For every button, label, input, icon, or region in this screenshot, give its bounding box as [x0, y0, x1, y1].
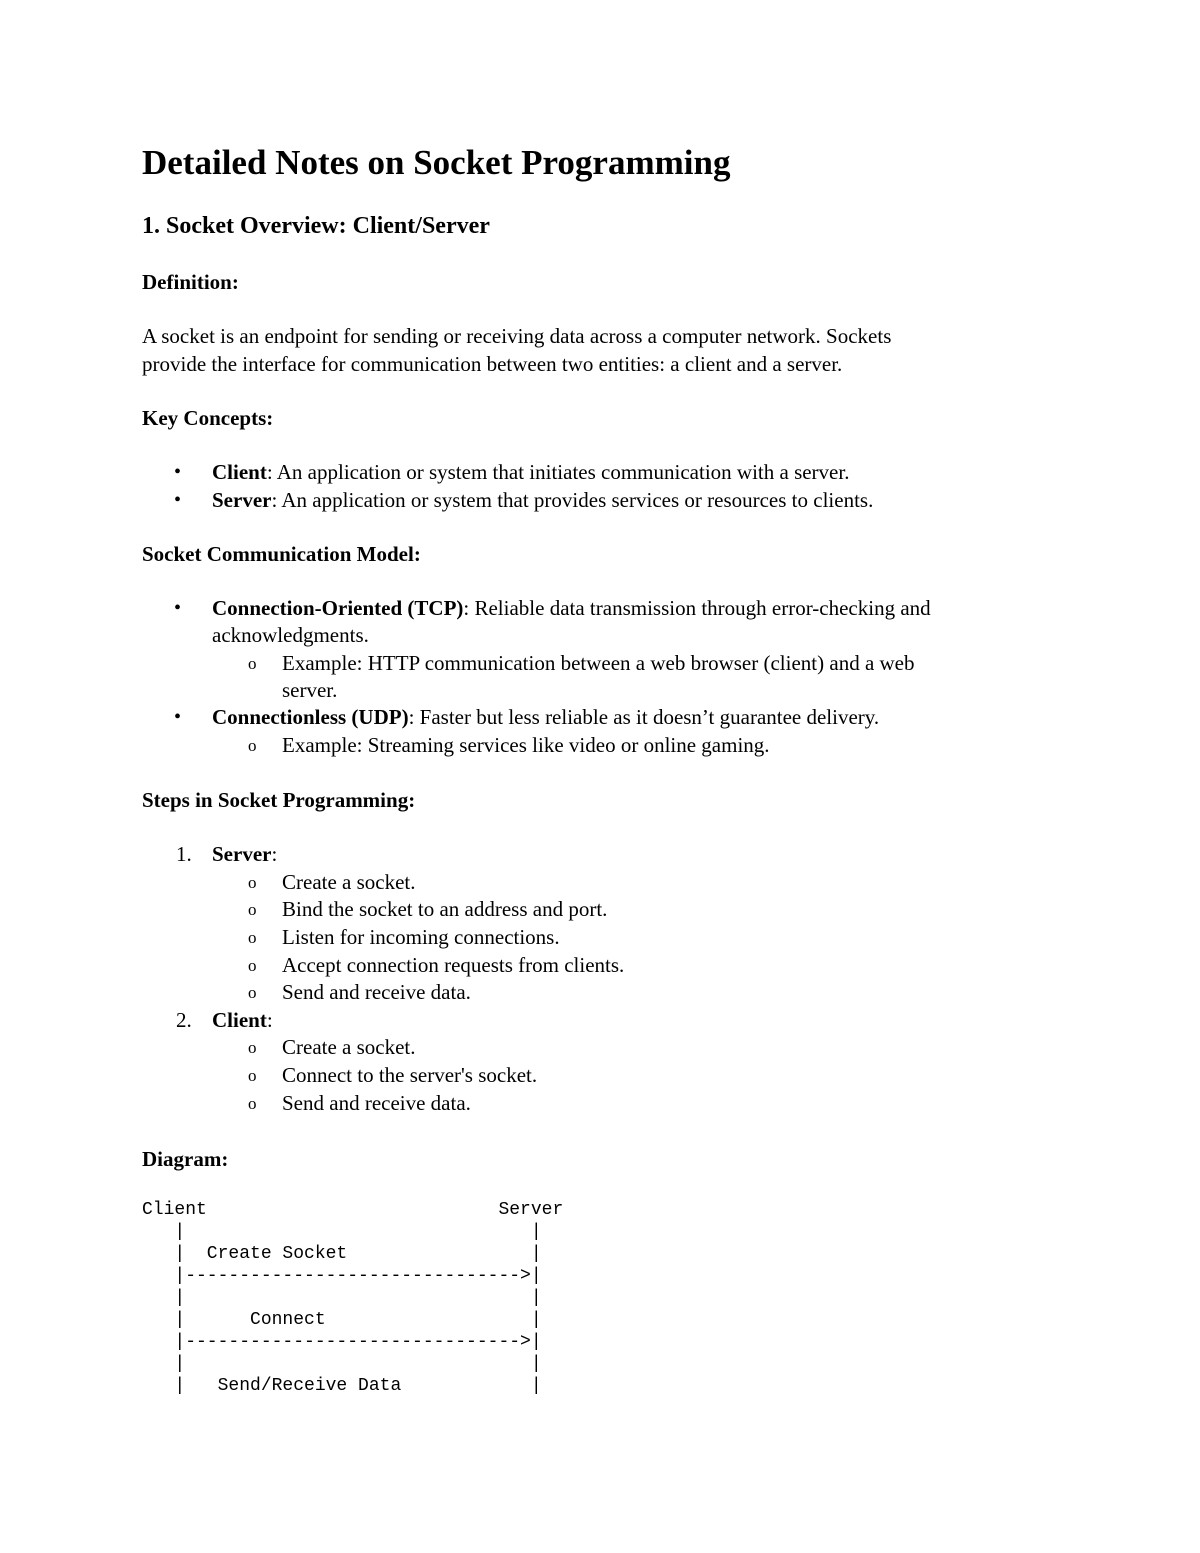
comm-model-label: Socket Communication Model: [142, 542, 421, 566]
server-step-item: Create a socket. [282, 870, 416, 894]
term-server: Server [212, 488, 272, 512]
definition-text-line-2: provide the interface for communication between two entities: a client and a server. [142, 352, 843, 376]
sub-bullet-icon: o [248, 1094, 257, 1113]
colon: : [271, 842, 278, 866]
list-item-client [212, 458, 849, 486]
term-step-client: Client [212, 1008, 267, 1032]
sub-bullet-icon: o [248, 956, 257, 975]
list-item-udp [212, 703, 879, 731]
client-step-item: Send and receive data. [282, 1091, 471, 1115]
section-heading: 1. Socket Overview: Client/Server [142, 213, 490, 239]
bullet-icon: • [174, 461, 182, 483]
diagram-label: Diagram: [142, 1147, 229, 1171]
term-tcp: Connection-Oriented (TCP) [212, 596, 464, 620]
sub-bullet-icon: o [248, 983, 257, 1002]
term-step-server: Server [212, 842, 272, 866]
step-number: 2. [176, 1008, 192, 1032]
ascii-diagram-line: | | [142, 1288, 542, 1308]
term-udp: Connectionless (UDP) [212, 705, 409, 729]
udp-example: Example: Streaming services like video or online gaming. [282, 733, 770, 757]
step-client [212, 1006, 273, 1034]
server-step-item: Listen for incoming connections. [282, 925, 560, 949]
tcp-example-line-2: server. [282, 678, 338, 702]
tcp-example-line-1: Example: HTTP communication between a web browser (client) and a web [282, 651, 915, 675]
bullet-icon: • [174, 489, 182, 511]
client-step-item: Create a socket. [282, 1035, 416, 1059]
desc-client: : An application or system that initiates communication with a server. [266, 460, 850, 484]
server-step-item: Send and receive data. [282, 980, 471, 1004]
sub-bullet-icon: o [248, 900, 257, 919]
definition-label: Definition: [142, 270, 239, 294]
bullet-icon: • [174, 706, 182, 728]
colon: : [266, 1008, 273, 1032]
ascii-diagram-line: | | [142, 1354, 542, 1374]
sub-bullet-icon: o [248, 654, 257, 673]
steps-label: Steps in Socket Programming: [142, 788, 416, 812]
desc-udp: : Faster but less reliable as it doesn’t guarantee delivery. [408, 705, 880, 729]
sub-bullet-icon: o [248, 873, 257, 892]
sub-bullet-icon: o [248, 1038, 257, 1057]
bullet-icon: • [174, 597, 182, 619]
list-item-server [212, 486, 873, 514]
sub-bullet-icon: o [248, 736, 257, 755]
client-step-item: Connect to the server's socket. [282, 1063, 538, 1087]
server-step-item: Accept connection requests from clients. [282, 953, 625, 977]
step-server [212, 840, 277, 868]
tcp-continuation: acknowledgments. [212, 623, 369, 647]
ascii-diagram-line: | Create Socket | [142, 1244, 542, 1264]
ascii-diagram-line: |------------------------------->| [142, 1266, 542, 1286]
ascii-diagram-line: | Connect | [142, 1310, 542, 1330]
page-title: Detailed Notes on Socket Programming [142, 143, 731, 182]
sub-bullet-icon: o [248, 1066, 257, 1085]
ascii-diagram-line: | | [142, 1222, 542, 1242]
definition-text-line-1: A socket is an endpoint for sending or receiving data across a computer network. Sockets [142, 324, 892, 348]
desc-server: : An application or system that provides services or resources to clients. [271, 488, 874, 512]
step-number: 1. [176, 842, 192, 866]
ascii-diagram-line: |------------------------------->| [142, 1332, 542, 1352]
term-client: Client [212, 460, 267, 484]
ascii-diagram-line: Client Server [142, 1200, 564, 1220]
ascii-diagram-line: | Send/Receive Data | [142, 1376, 542, 1396]
key-concepts-label: Key Concepts: [142, 406, 274, 430]
desc-tcp: : Reliable data transmission through error-checking and [463, 596, 931, 620]
list-item-tcp [212, 594, 931, 622]
sub-bullet-icon: o [248, 928, 257, 947]
server-step-item: Bind the socket to an address and port. [282, 897, 608, 921]
